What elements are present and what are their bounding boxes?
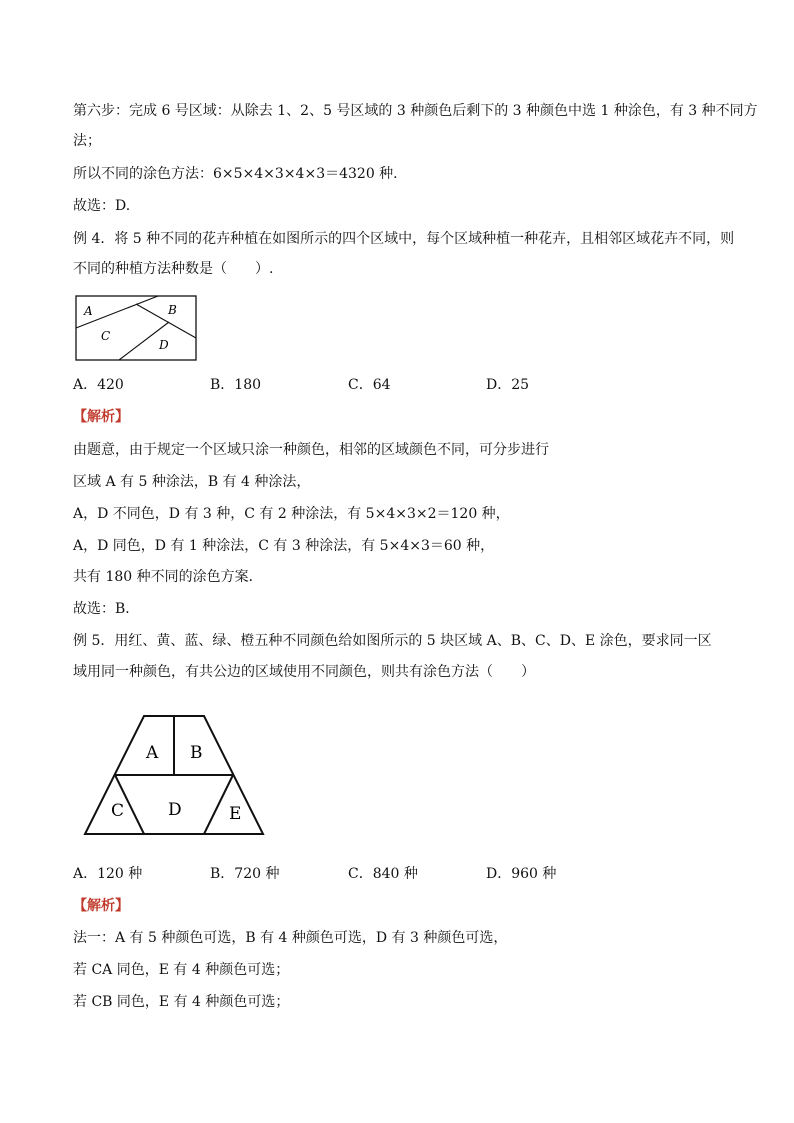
text-line: 不同的种植方法种数是（ ）. xyxy=(73,261,274,277)
text-line: 法； xyxy=(73,133,101,149)
text-line: 域用同一种颜色，有共公边的区域使用不同颜色，则共有涂色方法（ ） xyxy=(73,664,535,680)
region-label-b: B xyxy=(190,743,203,763)
region-label-b: B xyxy=(168,303,177,317)
region-label-a: A xyxy=(146,743,159,763)
region-label-d: D xyxy=(159,338,169,352)
example-5-question: 例 5．用红、黄、蓝、绿、橙五种不同颜色给如图所示的 5 块区域 A、B、C、D、E 涂色，要求同一区 xyxy=(73,633,712,649)
text-line: 故选：B． xyxy=(73,601,140,617)
example-4-question: 例 4．将 5 种不同的花卉种植在如图所示的四个区域中，每个区域种植一种花卉，且相邻区域花卉不同，则 xyxy=(73,231,735,247)
text-line: 共有 180 种不同的涂色方案． xyxy=(73,569,263,585)
region-label-a: A xyxy=(84,304,93,318)
choice-b: B．180 xyxy=(210,377,262,393)
text-line: 由题意，由于规定一个区域只涂一种颜色，相邻的区域颜色不同，可分步进行 xyxy=(73,442,549,458)
text-line: 故选：D. xyxy=(73,198,131,214)
text-line: 所以不同的涂色方法：6×5×4×3×4×3＝4320 种. xyxy=(73,166,398,182)
analysis-heading: 【解析】 xyxy=(73,409,129,425)
text-line: 若 CB 同色，E 有 4 种颜色可选； xyxy=(73,994,290,1010)
text-line: 若 CA 同色，E 有 4 种颜色可选； xyxy=(73,962,290,978)
choice-d: D．960 种 xyxy=(486,866,557,882)
text-line: 区域 A 有 5 种涂法，B 有 4 种涂法， xyxy=(73,474,311,490)
choice-a: A．120 种 xyxy=(73,866,143,882)
text-line: 法一：A 有 5 种颜色可选，B 有 4 种颜色可选，D 有 3 种颜色可选， xyxy=(73,930,508,946)
choice-c: C．840 种 xyxy=(348,866,418,882)
choice-a: A．420 xyxy=(73,377,124,393)
region-label-d: D xyxy=(168,800,182,820)
example-4-figure xyxy=(74,294,200,364)
choice-b: B．720 种 xyxy=(210,866,280,882)
region-divider xyxy=(136,304,196,338)
text-line: 第六步：完成 6 号区域：从除去 1、2、5 号区域的 3 种颜色后剩下的 3 种颜色中选 1 种涂色，有 3 种不同方 xyxy=(73,103,758,119)
region-label-c: C xyxy=(101,329,111,343)
text-line: A，D 同色，D 有 1 种涂法，C 有 3 种涂法，有 5×4×3＝60 种， xyxy=(73,538,495,554)
text-line: A，D 不同色，D 有 3 种，C 有 2 种涂法，有 5×4×3×2＝120 种， xyxy=(73,506,510,522)
analysis-heading: 【解析】 xyxy=(73,898,129,914)
choice-c: C．64 xyxy=(348,377,391,393)
region-label-e: E xyxy=(229,804,242,824)
choice-d: D．25 xyxy=(486,377,530,393)
region-label-c: C xyxy=(111,801,125,821)
example-5-figure xyxy=(80,712,270,840)
